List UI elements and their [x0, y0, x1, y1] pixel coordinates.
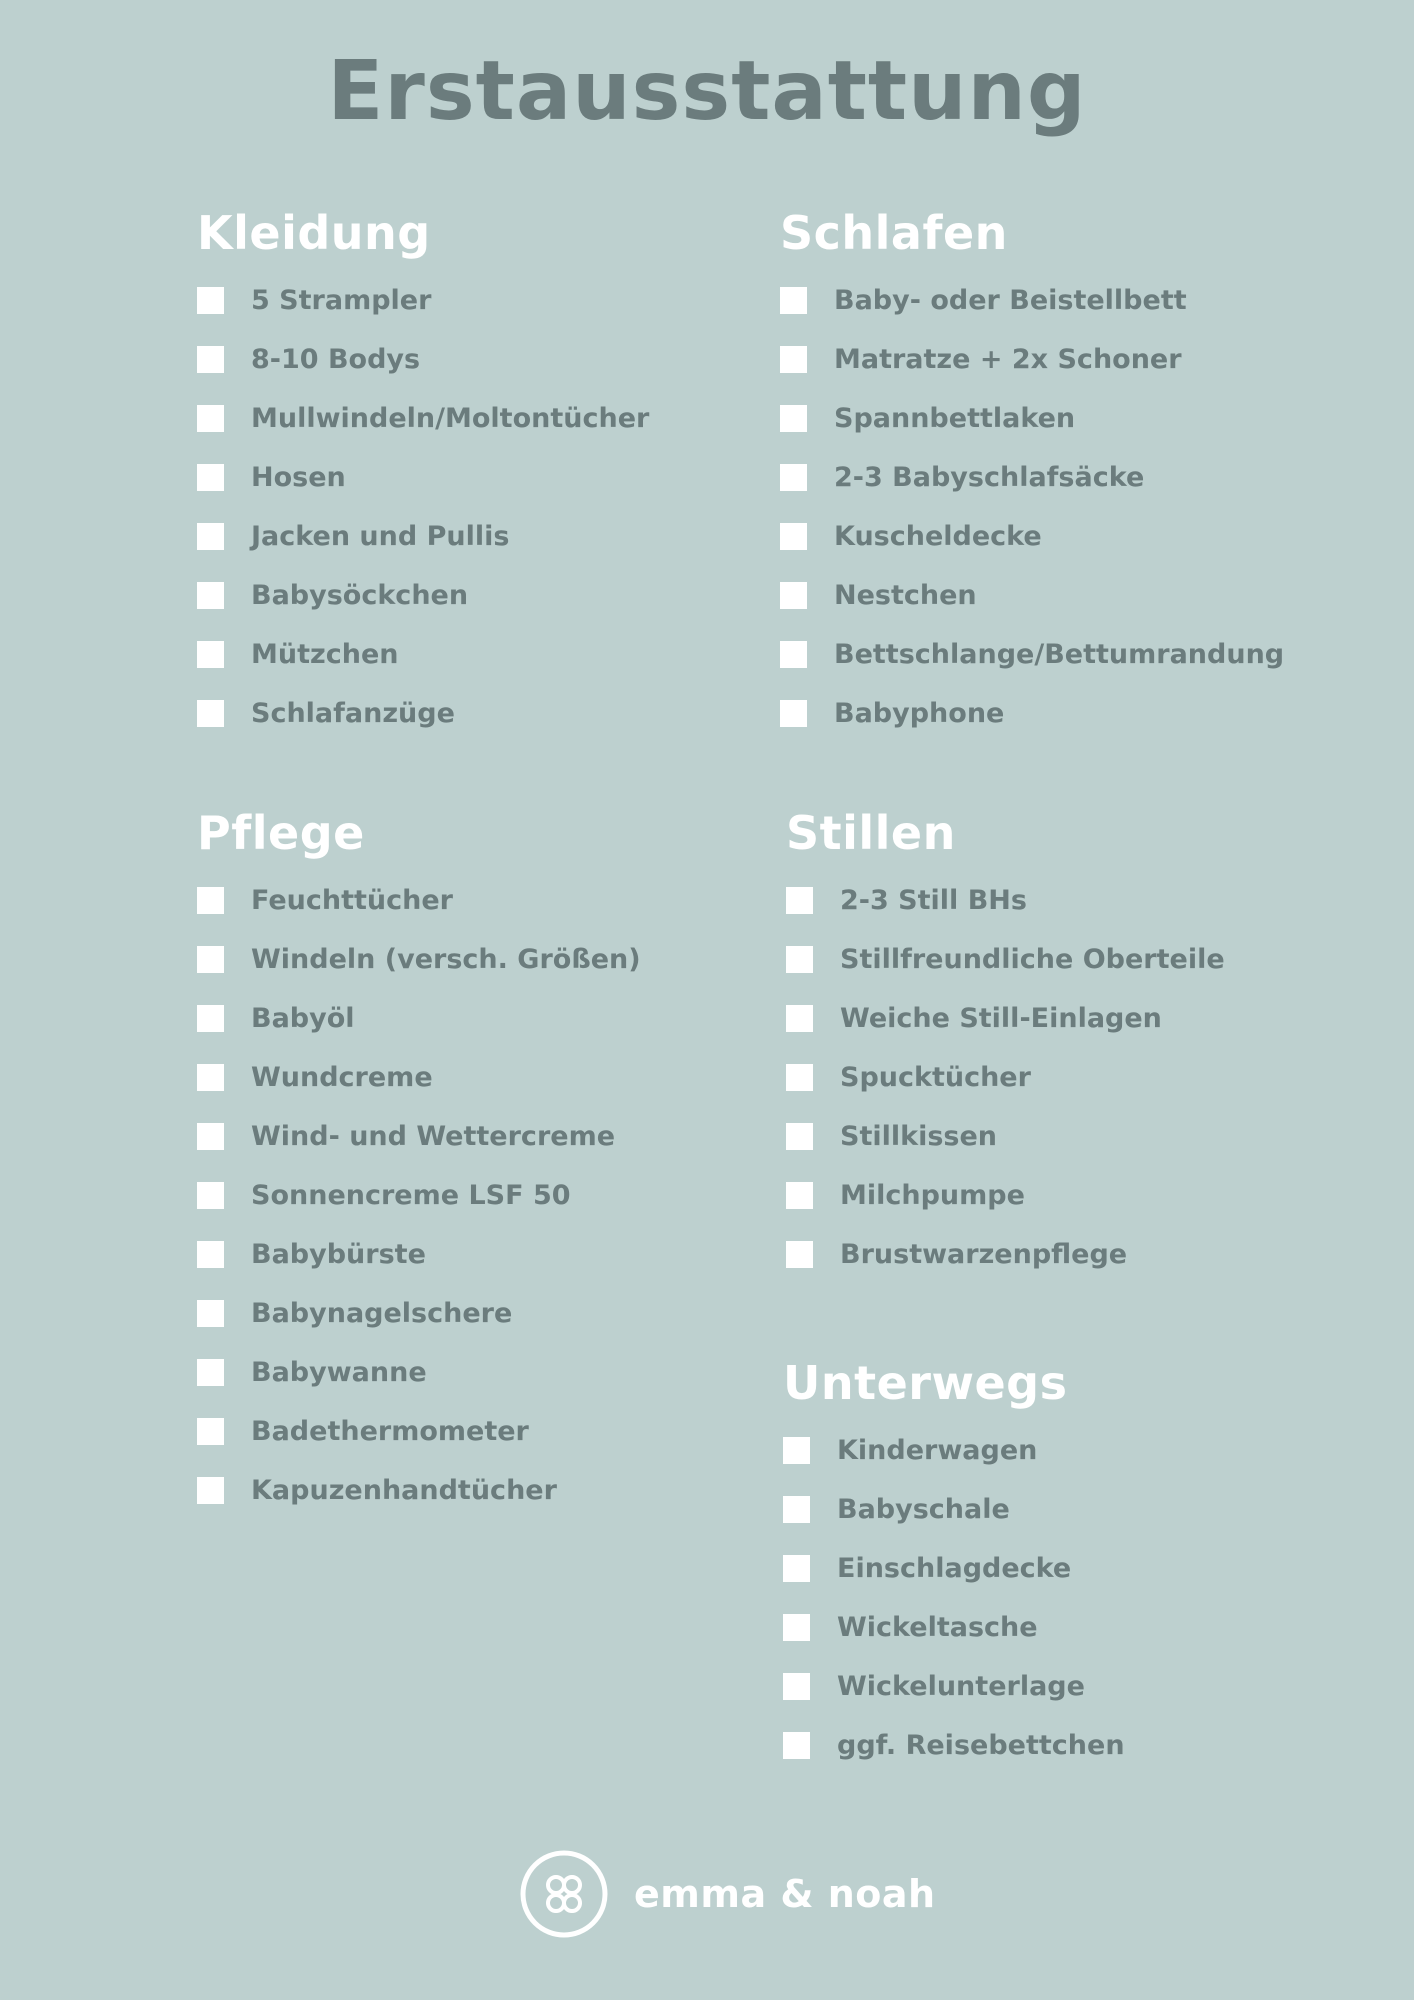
checklist-item-label: Babywanne [251, 1357, 427, 1388]
checklist-item [786, 989, 1225, 1048]
checkbox[interactable] [197, 405, 224, 432]
checklist-item-label: Windeln (versch. Größen) [251, 944, 641, 975]
checklist-item-label: Baby- oder Beistellbett [834, 285, 1187, 316]
checkbox[interactable] [197, 1005, 224, 1032]
checklist-item-label: Kinderwagen [837, 1435, 1038, 1466]
checklist-item [197, 1284, 641, 1343]
checkbox[interactable] [197, 287, 224, 314]
checklist-item [783, 1421, 1125, 1480]
checkbox[interactable] [780, 641, 807, 668]
checkbox[interactable] [786, 887, 813, 914]
checklist-item [780, 330, 1284, 389]
checklist-item [197, 930, 641, 989]
checklist-item [780, 507, 1284, 566]
checklist-item-label: Wickelunterlage [837, 1671, 1085, 1702]
checklist-item [197, 625, 649, 684]
checklist-item-label: Sonnencreme LSF 50 [251, 1180, 571, 1211]
checklist-item [783, 1480, 1125, 1539]
checkbox[interactable] [197, 641, 224, 668]
checklist-item [780, 684, 1284, 743]
checklist-item-label: Wind- und Wettercreme [251, 1121, 616, 1152]
section-pflege [197, 805, 641, 1520]
checklist-unterwegs [783, 1421, 1125, 1775]
checklist-kleidung [197, 271, 649, 743]
checklist-item-label: Stillkissen [840, 1121, 998, 1152]
checklist-item [197, 330, 649, 389]
checkbox[interactable] [197, 1359, 224, 1386]
checklist-item [783, 1598, 1125, 1657]
checklist-item [197, 448, 649, 507]
checklist-item-label: Kapuzenhandtücher [251, 1475, 557, 1506]
checkbox[interactable] [783, 1555, 810, 1582]
section-heading-kleidung: Kleidung [197, 206, 431, 260]
checklist-item-label: Spannbettlaken [834, 403, 1076, 434]
knot-logo-icon [520, 1850, 608, 1938]
checklist-item-label: Einschlagdecke [837, 1553, 1072, 1584]
checklist-item [786, 871, 1225, 930]
section-heading-unterwegs: Unterwegs [783, 1356, 1068, 1410]
checklist-item-label: Bettschlange/Bettumrandung [834, 639, 1285, 670]
checkbox[interactable] [197, 700, 224, 727]
brand-footer [520, 1848, 936, 1940]
checklist-item [197, 684, 649, 743]
section-schlafen [780, 205, 1284, 743]
checklist-item-label: 2-3 Babyschlafsäcke [834, 462, 1145, 493]
checkbox[interactable] [197, 1182, 224, 1209]
checklist-item [783, 1716, 1125, 1775]
checklist-item [197, 989, 641, 1048]
checkbox[interactable] [197, 346, 224, 373]
checklist-item-label: Kuscheldecke [834, 521, 1042, 552]
checklist-item-label: Nestchen [834, 580, 977, 611]
checklist-item [197, 1048, 641, 1107]
checklist-item-label: 8-10 Bodys [251, 344, 421, 375]
checkbox[interactable] [786, 1123, 813, 1150]
checkbox[interactable] [197, 1241, 224, 1268]
checkbox[interactable] [197, 582, 224, 609]
checklist-item [197, 271, 649, 330]
section-heading-pflege: Pflege [197, 806, 365, 860]
checkbox[interactable] [780, 464, 807, 491]
checkbox[interactable] [786, 946, 813, 973]
checklist-item-label: Wickeltasche [837, 1612, 1038, 1643]
checklist-item [786, 1225, 1225, 1284]
checklist-item-label: Spucktücher [840, 1062, 1031, 1093]
checkbox[interactable] [197, 946, 224, 973]
checklist-item [197, 1225, 641, 1284]
page-title: Erstausstattung [327, 44, 1087, 139]
checkbox[interactable] [783, 1673, 810, 1700]
checkbox[interactable] [783, 1732, 810, 1759]
checklist-item [786, 1107, 1225, 1166]
checkbox[interactable] [197, 1064, 224, 1091]
checkbox[interactable] [780, 405, 807, 432]
checklist-item-label: Feuchttücher [251, 885, 453, 916]
checklist-item [786, 1048, 1225, 1107]
checklist-item-label: ggf. Reisebettchen [837, 1730, 1125, 1761]
checkbox[interactable] [780, 346, 807, 373]
section-stillen [786, 805, 1225, 1284]
checklist-item [197, 507, 649, 566]
checklist-item [780, 625, 1284, 684]
section-heading-schlafen: Schlafen [780, 206, 1008, 260]
checklist-pflege [197, 871, 641, 1520]
checkbox[interactable] [786, 1064, 813, 1091]
section-kleidung [197, 205, 649, 743]
checklist-item-label: Jacken und Pullis [251, 521, 510, 552]
checkbox[interactable] [197, 1123, 224, 1150]
checkbox[interactable] [786, 1182, 813, 1209]
checklist-item-label: 5 Strampler [251, 285, 432, 316]
brand-name: emma & noah [634, 1872, 936, 1916]
checklist-item [780, 389, 1284, 448]
checklist-item [780, 566, 1284, 625]
checkbox[interactable] [780, 700, 807, 727]
checkbox[interactable] [780, 523, 807, 550]
checklist-item [780, 271, 1284, 330]
section-heading-stillen: Stillen [786, 806, 956, 860]
checklist-item [197, 871, 641, 930]
checkbox[interactable] [783, 1496, 810, 1523]
checklist-item [197, 1343, 641, 1402]
checklist-item-label: Badethermometer [251, 1416, 529, 1447]
checklist-item-label: Weiche Still-Einlagen [840, 1003, 1162, 1034]
checkbox[interactable] [780, 287, 807, 314]
checkbox[interactable] [786, 1005, 813, 1032]
checklist-item-label: Schlafanzüge [251, 698, 455, 729]
checkbox[interactable] [780, 582, 807, 609]
checklist-item-label: Babyöl [251, 1003, 355, 1034]
checkbox[interactable] [197, 1418, 224, 1445]
checklist-item [780, 448, 1284, 507]
checkbox[interactable] [197, 1300, 224, 1327]
checklist-item [197, 1107, 641, 1166]
checkbox[interactable] [197, 1477, 224, 1504]
checkbox[interactable] [197, 523, 224, 550]
checklist-item [783, 1657, 1125, 1716]
section-unterwegs [783, 1355, 1125, 1775]
checkbox[interactable] [786, 1241, 813, 1268]
checklist-item-label: Matratze + 2x Schoner [834, 344, 1182, 375]
checkbox[interactable] [783, 1614, 810, 1641]
checklist-item-label: Babyphone [834, 698, 1005, 729]
checklist-item-label: Wundcreme [251, 1062, 433, 1093]
checklist-item-label: Stillfreundliche Oberteile [840, 944, 1225, 975]
checklist-item [197, 389, 649, 448]
checkbox[interactable] [197, 887, 224, 914]
checklist-item-label: Hosen [251, 462, 346, 493]
checkbox[interactable] [197, 464, 224, 491]
checklist-item-label: Brustwarzenpflege [840, 1239, 1128, 1270]
checkbox[interactable] [783, 1437, 810, 1464]
checklist-schlafen [780, 271, 1284, 743]
checklist-item-label: Babynagelschere [251, 1298, 513, 1329]
checklist-item-label: Babybürste [251, 1239, 426, 1270]
checklist-item [783, 1539, 1125, 1598]
checklist-item-label: 2-3 Still BHs [840, 885, 1027, 916]
checklist-item [197, 1461, 641, 1520]
checklist-item-label: Mullwindeln/Moltontücher [251, 403, 650, 434]
checklist-item [786, 1166, 1225, 1225]
checklist-stillen [786, 871, 1225, 1284]
checklist-item [197, 1402, 641, 1461]
checklist-item-label: Mützchen [251, 639, 399, 670]
checklist-item-label: Babyschale [837, 1494, 1010, 1525]
checklist-item [197, 566, 649, 625]
checklist-item [197, 1166, 641, 1225]
checklist-item [786, 930, 1225, 989]
checklist-item-label: Milchpumpe [840, 1180, 1025, 1211]
checklist-item-label: Babysöckchen [251, 580, 469, 611]
